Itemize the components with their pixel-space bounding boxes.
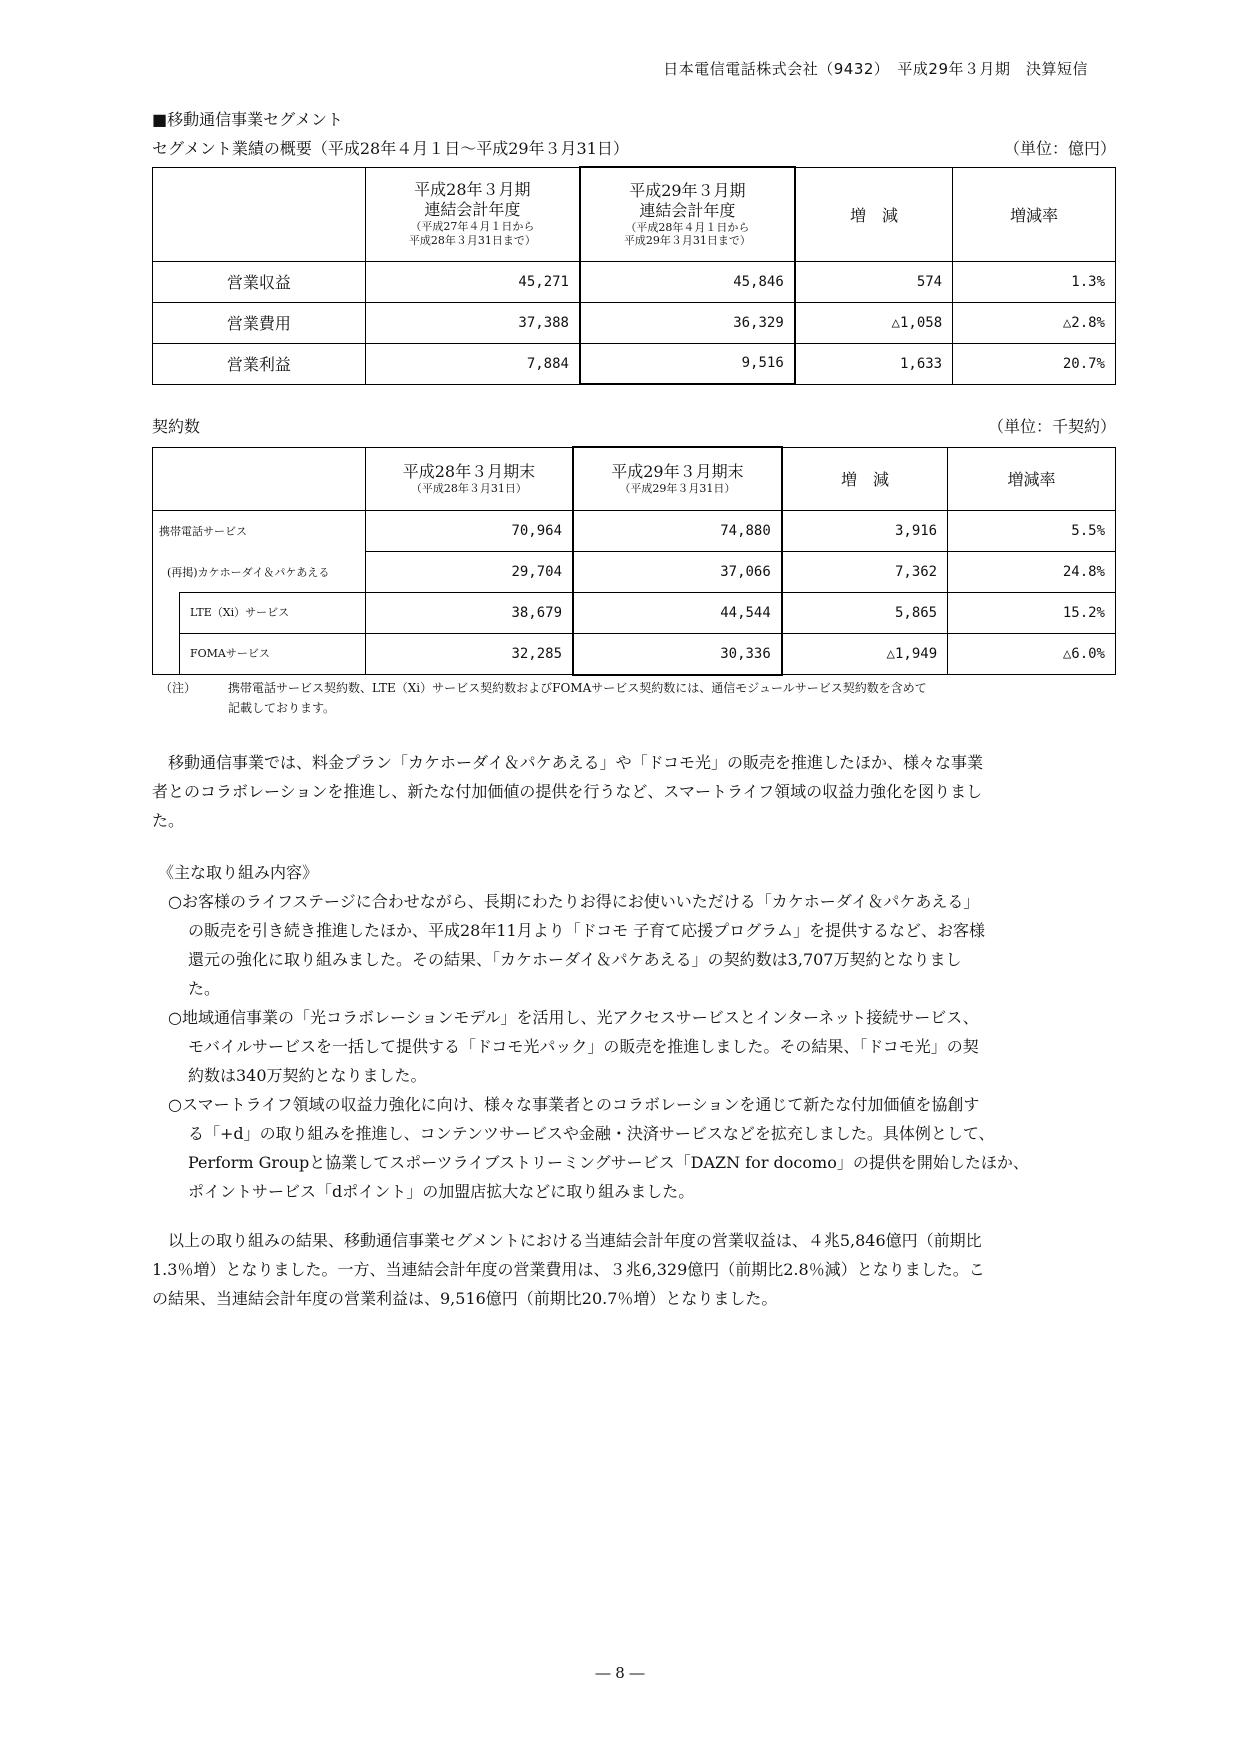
initiative-item-3: ○スマートライフ領域の収益力強化に向け、様々な事業者とのコラボレーションを通じて新たな付加価値を協創す る「+d」の取り組みを推進し、コンテンツサービスや金融・決済サービスなどを拡充しました。具体例として、 Perform Groupと協業してスポーツライブストリーミングサービス「DAZN for docomo」の提供を開始したほか、 ポイントサービス「dポイント」の加盟店拡大などに取り組みました。 [168,1095,1029,1201]
cell-prev: 29,704 [365,551,573,592]
cell-curr: 44,544 [573,592,782,633]
row-label: 営業費用 [153,302,366,343]
table-row [153,551,1116,592]
table-row [153,261,1116,302]
cell-change: 574 [795,261,953,302]
cell-prev: 7,884 [365,343,580,384]
row-label-cell [153,633,366,675]
table1-header-change: 増 減 [795,167,953,261]
summary-paragraph: 以上の取り組みの結果、移動通信事業セグメントにおける当連結会計年度の営業収益は、４兆5,846億円（前期比 1.3％増）となりました。一方、当連結会計年度の営業費用は、３兆6,329億円（前期比2.8％減）となりました。こ の結果、当連結会計年度の営業利益は、9,516億円（前期比20.7％増）となりました。 [152,1231,985,1308]
contracts-table [152,446,1116,676]
row-label: 営業利益 [153,343,366,384]
cell-rate: 1.3% [953,261,1116,302]
document-header: 日本電信電話株式会社（9432） 平成29年３月期 決算短信 [663,60,1088,78]
table1-corner [153,167,366,261]
table2-header-change: 増 減 [782,447,948,510]
cell-change: 3,916 [782,510,948,551]
table-row [153,302,1116,343]
cell-curr: 37,066 [573,551,782,592]
table2-header-rate: 増減率 [948,447,1116,510]
cell-rate: 5.5% [948,510,1116,551]
note-text-line1: 携帯電話サービス契約数、LTE（Xi）サービス契約数およびFOMAサービス契約数には、通信モジュールサービス契約数を含めて [228,681,927,695]
intro-paragraph: 移動通信事業では、料金プラン「カケホーダイ＆パケあえる」や「ドコモ光」の販売を推進したほか、様々な事業 者とのコラボレーションを推進し、新たな付加価値の提供を行うなど、スマートライフ領域の収益力強化を図りまし た。 [152,753,984,830]
table2-caption: 契約数 [152,417,201,436]
cell-curr: 36,329 [580,302,795,343]
table1-header-prev: 平成28年３月期 連結会計年度 （平成27年４月１日から 平成28年３月31日まで） [365,167,580,261]
table2-corner [153,447,366,510]
table-row [153,633,1116,675]
segment-results-table [152,166,1116,385]
cell-change: △1,058 [795,302,953,343]
row-label: LTE（Xi）サービス [179,592,365,633]
row-label: 携帯電話サービス [153,510,366,551]
cell-prev: 45,271 [365,261,580,302]
cell-prev: 70,964 [365,510,573,551]
cell-prev: 32,285 [365,633,573,675]
cell-curr: 74,880 [573,510,782,551]
cell-change: 5,865 [782,592,948,633]
section-title: ■移動通信事業セグメント [152,110,343,129]
page-number: ― 8 ― [595,1664,645,1682]
cell-change: △1,949 [782,633,948,675]
table-row [153,343,1116,384]
cell-rate: △2.8% [953,302,1116,343]
table1-header-curr: 平成29年３月期 連結会計年度 （平成28年４月１日から 平成29年３月31日まで） [580,167,795,261]
table-row [153,592,1116,633]
table2-header-prev: 平成28年３月期末 （平成28年３月31日） [365,447,573,510]
initiatives-title: 《主な取り組み内容》 [158,863,319,882]
cell-curr: 30,336 [573,633,782,675]
cell-curr: 45,846 [580,261,795,302]
cell-change: 1,633 [795,343,953,384]
table2-header-curr: 平成29年３月期末 （平成29年３月31日） [573,447,782,510]
cell-rate: △6.0% [948,633,1116,675]
row-label: (再掲)カケホーダイ＆パケあえる [153,551,366,592]
row-label: 営業収益 [153,261,366,302]
row-label: FOMAサービス [179,633,365,674]
cell-change: 7,362 [782,551,948,592]
cell-rate: 24.8% [948,551,1116,592]
table-row [153,510,1116,551]
cell-rate: 15.2% [948,592,1116,633]
cell-prev: 38,679 [365,592,573,633]
cell-prev: 37,388 [365,302,580,343]
initiative-item-1: ○お客様のライフステージに合わせながら、長期にわたりお得にお使いいただける「カケホーダイ＆パケあえる」 の販売を引き続き推進したほか、平成28年11月より「ドコモ 子育て応援プログラム」を提供するなど、お客様 還元の強化に取り組みました。その結果、「カケホーダイ＆パケあえる」の契約数は3,707万契約となりまし た。 [168,892,986,998]
note-text-line2: 記載しております。 [228,701,336,715]
cell-rate: 20.7% [953,343,1116,384]
note-mark: （注） [160,681,197,695]
table1-header-rate: 増減率 [953,167,1116,261]
initiative-item-2: ○地域通信事業の「光コラボレーションモデル」を活用し、光アクセスサービスとインターネット接続サービス、 モバイルサービスを一括して提供する「ドコモ光パック」の販売を推進しました。その結果、「ドコモ光」の契 約数は340万契約となりました。 [168,1008,979,1085]
row-label-cell [153,592,366,633]
cell-curr: 9,516 [580,343,795,384]
table1-unit: （単位：億円） [1003,139,1116,158]
table2-unit: （単位：千契約） [987,417,1116,436]
table1-caption: セグメント業績の概要（平成28年４月１日～平成29年３月31日） [152,139,629,158]
